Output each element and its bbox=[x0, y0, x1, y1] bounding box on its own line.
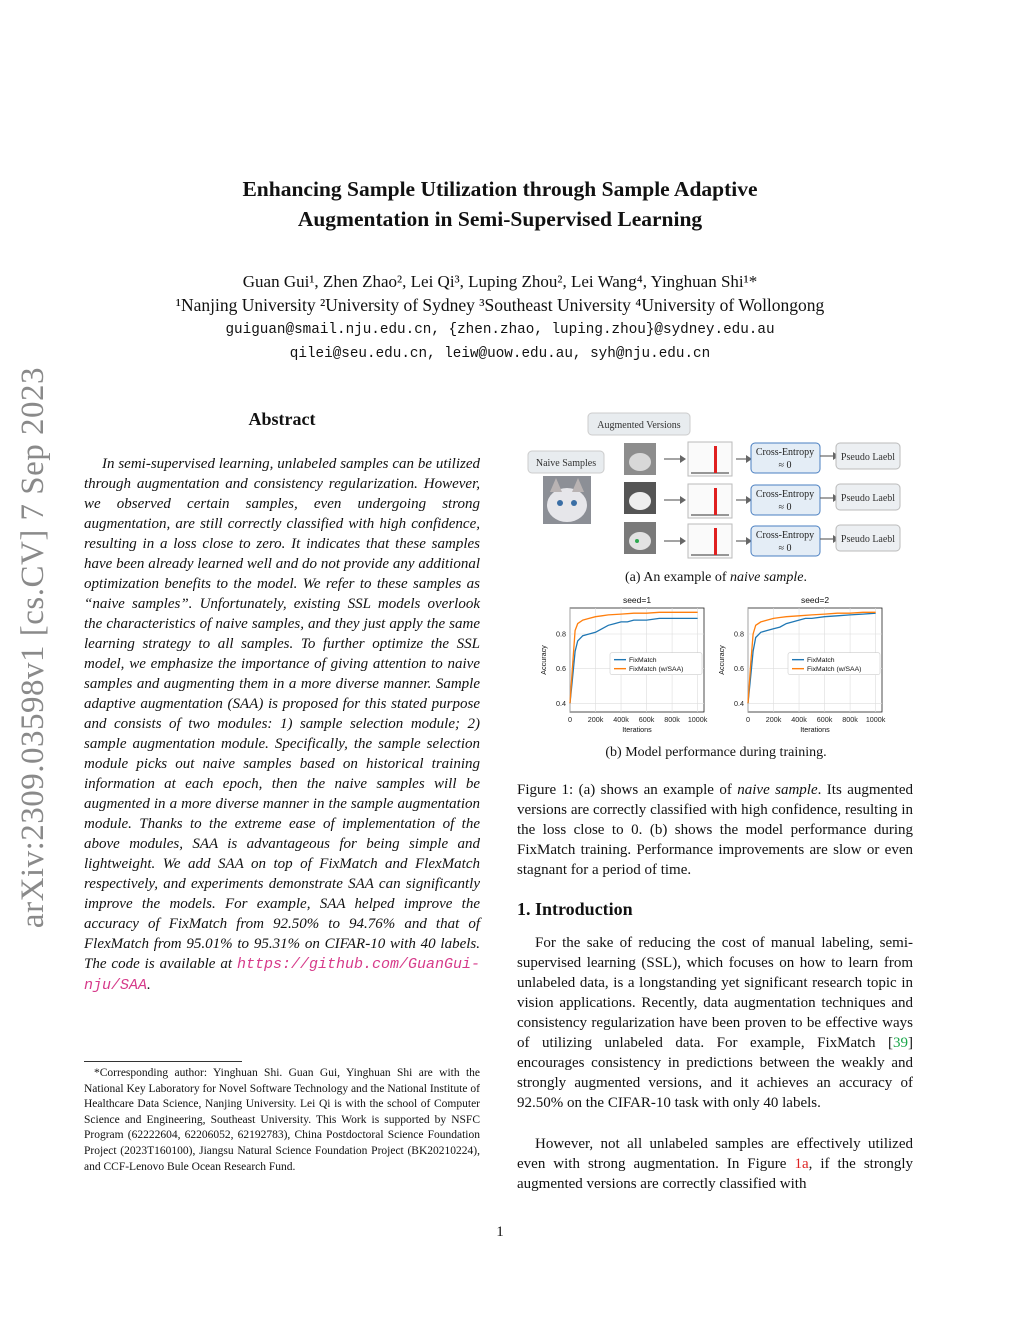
figure-caption-italic: naive sample bbox=[737, 782, 818, 798]
subcaption-a-italic: naive sample bbox=[729, 570, 804, 585]
chart-title: seed=1 bbox=[622, 595, 652, 605]
x-tick-label: 200k bbox=[765, 715, 782, 724]
y-axis-label: Accuracy bbox=[717, 645, 726, 675]
intro-p2-text-1: However, not all unlabeled samples are effectively utilized even with strong augmentation. In Figure bbox=[517, 1136, 913, 1172]
title-line-2: Augmentation in Semi-Supervised Learning bbox=[297, 207, 703, 231]
legend-entry: FixMatch (w/SAA) bbox=[629, 666, 684, 674]
x-tick-label: 1000k bbox=[687, 715, 708, 724]
code-link[interactable]: https://github.com/GuanGui-nju/SAA bbox=[84, 956, 481, 994]
naive-samples-label: Naive Samples bbox=[535, 458, 597, 469]
subcaption-a-suffix: . bbox=[803, 570, 807, 585]
pseudo-label-2: Pseudo Laebl bbox=[840, 493, 896, 504]
y-tick-label: 0.6 bbox=[556, 664, 566, 674]
figure-1a-diagram bbox=[520, 410, 920, 580]
figure-caption-text-2: . Its augmented versions are correctly classified with high confidence, resulting in the loss close to 0. (b) shows the model performance during FixMatch training. Performance improvements are slow or even stagnant for a period of time. bbox=[517, 782, 913, 878]
x-tick-label: 400k bbox=[791, 715, 807, 724]
x-tick-label: 800k bbox=[842, 715, 858, 724]
legend-entry: FixMatch bbox=[807, 657, 835, 665]
subcaption-a bbox=[516, 570, 916, 586]
x-tick-label: 0 bbox=[568, 715, 572, 724]
augmented-row-2 bbox=[624, 482, 900, 518]
footnote-rule bbox=[84, 1061, 242, 1062]
pseudo-label-3: Pseudo Laebl bbox=[840, 534, 896, 545]
x-axis-label: Iterations bbox=[622, 725, 652, 734]
cross-entropy-label-2: Cross-Entropy bbox=[755, 489, 815, 500]
x-tick-label: 0 bbox=[746, 715, 750, 724]
augmented-row-1 bbox=[624, 442, 900, 476]
naive-cat-image bbox=[543, 476, 591, 524]
abstract-body: In semi-supervised learning, unlabeled samples can be utilized through augmentation and consistency regularization. However, we observed certain samples, even undergoing strong augmentation, are still correctly classified with high confidence, resulting in a loss close to zero. It indicates that these samples have been already learned well and do not provide any additional optimization benefits to the model. We refer to these samples as “naive samples”. Unfortunately, existing SSL models overlook the characteristics of naive samples, and they just apply the same learning strategy to all samples. To further optimize the SSL model, we emphasize the importance of giving attention to naive samples and augmenting them in a more diverse manner. Sample adaptive augmentation (SAA) is proposed for this stated purpose and consists of two modules: 1) sample selection module; 2) sample augmentation module. Specifically, the sample selection module picks out naive samples based on historical training information at each epoch, then the naive samples will be augmented in a more diverse manner in the sample augmentation module. Thanks to the extreme ease of implementation of the above modules, SAA is advantageous for being simple and lightweight. We add SAA on top of FixMatch and FlexMatch respectively, and experiments demonstrate SAA can significantly improve the models. For example, SAA helped improve the accuracy of FixMatch from 92.50% to 94.76% and that of FlexMatch from 95.01% to 95.31% on CIFAR-10 with 40 labels. The code is available at https://github.com/GuanGui-nju/SAA. bbox=[84, 456, 481, 994]
email-line-1: guiguan@smail.nju.edu.cn, {zhen.zhao, luping.zhou}@sydney.edu.au bbox=[225, 322, 775, 338]
figure-label: Figure 1: bbox=[517, 782, 574, 798]
figure-ref-link-1a[interactable]: 1a bbox=[794, 1156, 809, 1172]
x-tick-label: 1000k bbox=[865, 715, 886, 724]
citation-link-39[interactable]: 39 bbox=[893, 1035, 908, 1051]
prediction-histogram-1 bbox=[688, 442, 732, 476]
prediction-histogram-3 bbox=[688, 524, 732, 558]
y-axis-label: Accuracy bbox=[539, 645, 548, 675]
intro-p1-text-2: ] encourages consistency in predictions between the weakly and strongly augmented versions, and it achieves an accuracy of 92.50% on the CIFAR-10 task with only 40 labels. bbox=[517, 1035, 913, 1111]
subcaption-b: (b) Model performance during training. bbox=[605, 745, 827, 760]
email-line-2: qilei@seu.edu.cn, leiw@uow.edu.au, syh@nju.edu.cn bbox=[289, 346, 711, 362]
intro-paragraph-2 bbox=[517, 1134, 913, 1194]
introduction-heading: 1. Introduction bbox=[517, 899, 633, 919]
affiliations: ¹Nanjing University ²University of Sydney ³Southeast University ⁴University of Wollongong bbox=[175, 295, 825, 315]
paper-title bbox=[100, 174, 900, 234]
arxiv-identifier: arXiv:2309.03598v1 [cs.CV] 7 Sep 2023 bbox=[15, 366, 52, 929]
page-number: 1 bbox=[496, 1224, 504, 1240]
accuracy-chart-seed-2 bbox=[714, 592, 889, 737]
intro-p1-text-1: For the sake of reducing the cost of manual labeling, semi-supervised learning (SSL), which focuses on how to learn from unlabeled data, is a longstanding yet significant research topic in vision applications. Recently, data augmentation techniques and consistency regularization have been proven to be effective ways of utilizing unlabeled data. For example, FixMatch [ bbox=[517, 935, 913, 1051]
figure-caption-text-1: (a) shows an example of bbox=[573, 782, 738, 798]
subcaption-a-text: (a) An example of bbox=[625, 570, 730, 585]
y-tick-label: 0.8 bbox=[556, 629, 566, 639]
y-tick-label: 0.6 bbox=[734, 664, 744, 674]
y-tick-label: 0.4 bbox=[556, 698, 566, 708]
x-tick-label: 800k bbox=[664, 715, 680, 724]
y-tick-label: 0.8 bbox=[734, 629, 744, 639]
augmented-versions-label: Augmented Versions bbox=[597, 420, 681, 431]
pseudo-label-1: Pseudo Laebl bbox=[840, 452, 896, 463]
legend-entry: FixMatch (w/SAA) bbox=[807, 666, 862, 674]
author-list: Guan Gui¹, Zhen Zhao², Lei Qi³, Luping Zhou², Lei Wang⁴, Yinghuan Shi¹* bbox=[242, 272, 758, 291]
loss-value-2: ≈ 0 bbox=[778, 502, 792, 513]
x-tick-label: 400k bbox=[613, 715, 629, 724]
y-tick-label: 0.4 bbox=[734, 698, 744, 708]
prediction-histogram-2 bbox=[688, 484, 732, 518]
x-axis-label: Iterations bbox=[800, 725, 830, 734]
chart-title: seed=2 bbox=[800, 595, 830, 605]
augmented-row-3 bbox=[624, 522, 900, 558]
loss-value-3: ≈ 0 bbox=[778, 543, 792, 554]
accuracy-chart-seed-1 bbox=[536, 592, 711, 737]
legend-entry: FixMatch bbox=[629, 657, 657, 665]
cross-entropy-label-1: Cross-Entropy bbox=[755, 447, 815, 458]
footnote: *Corresponding author: Yinghuan Shi. Guan Gui, Yinghuan Shi are with the National Key Laboratory for Novel Software Technology and the National Institute of Healthcare Data Science, Nanjing University. Lei Qi is with the school of Computer Science and Engineering, Southeast University. This Work is supported by NSFC Program (62222604, 62206052, 62192783), China Postdoctoral Science Foundation Project (2023T160100), Jiangsu Natural Science Foundation Project (BK20210224), and CCF-Lenovo Bule Ocean Research Fund. bbox=[84, 1067, 480, 1173]
intro-paragraph-1 bbox=[517, 933, 913, 1113]
cross-entropy-label-3: Cross-Entropy bbox=[755, 530, 815, 541]
intro-p2-text-2: , if the strongly augmented versions are correctly classified with bbox=[517, 1156, 913, 1192]
x-tick-label: 600k bbox=[638, 715, 655, 724]
abstract-text: In semi-supervised learning, unlabeled samples can be utilized through augmentation and consistency regularization. However, we observed certain samples, even undergoing strong augmentation, are still correctly classified with high confidence, resulting in a loss close to zero. It indicates that these samples have been already learned well and do not provide any additional optimization benefits to the model. We refer to these samples as “naive samples”. Unfortunately, existing SSL models overlook the characteristics of naive samples, and they just apply the same learning strategy to all samples. To further optimize the SSL model, we emphasize the importance of giving attention to naive samples and augmenting them in a more diverse manner. Sample adaptive augmentation (SAA) is proposed for this stated purpose and consists of two modules: 1) sample selection module; 2) sample augmentation module. Specifically, the sample selection module picks out naive samples based on historical training information at each epoch, then the naive samples will be augmented in a more diverse manner in the sample augmentation module. Thanks to the extreme ease of implementation of the above modules, SAA is advantageous for being simple and lightweight. We add SAA on top of FixMatch and FlexMatch respectively, and experiments demonstrate SAA can significantly improve the models. For example, SAA helped improve the accuracy of FixMatch from 92.50% to 94.76% and that of FlexMatch from 95.01% to 95.31% on CIFAR-10 with 40 labels. The code is available at bbox=[84, 456, 480, 972]
title-line-1: Enhancing Sample Utilization through Sample Adaptive bbox=[242, 177, 758, 201]
x-tick-label: 600k bbox=[816, 715, 833, 724]
x-tick-label: 200k bbox=[587, 715, 604, 724]
abstract-heading: Abstract bbox=[248, 409, 316, 429]
loss-value-1: ≈ 0 bbox=[778, 460, 792, 471]
figure-1-caption bbox=[517, 780, 913, 880]
arxiv-side-label bbox=[4, 360, 64, 935]
